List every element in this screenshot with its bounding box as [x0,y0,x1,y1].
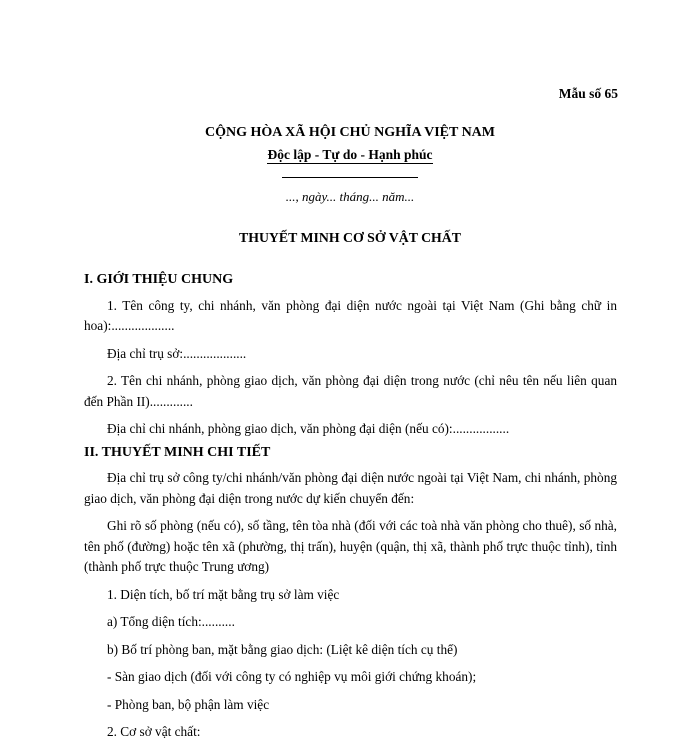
date-line: ..., ngày... tháng... năm... [285,189,415,204]
document-title: THUYẾT MINH CƠ SỞ VẬT CHẤT [239,230,461,245]
section-2-paragraph: 1. Diện tích, bố trí mặt bằng trụ sở làm việc [107,586,340,602]
section-1-heading: I. GIỚI THIỆU CHUNG [84,272,234,287]
header-divider [282,177,418,178]
country-heading: CỘNG HÒA XÃ HỘI CHỦ NGHĨA VIỆT NAM [204,125,495,140]
motto-text: Độc lập - Tự do - Hạnh phúc [267,147,433,162]
section-1-paragraph: 2. Tên chi nhánh, phòng giao dịch, văn phòng đại diện trong nước (chỉ nêu tên nếu liên quan đến Phần II)............. [84,373,617,409]
section-2-paragraph: 2. Cơ sở vật chất: [107,724,201,739]
section-2-paragraph: - Sàn giao dịch (đối với công ty có nghiệp vụ môi giới chứng khoán); [107,669,477,684]
motto-heading [0,147,700,163]
document-body [84,270,617,750]
section-1-paragraph: Địa chỉ trụ sở:................... [107,345,247,361]
form-number: Mẫu số 65 [558,86,618,101]
section-2-paragraph: - Phòng ban, bộ phận làm việc [107,696,270,712]
section-1-paragraph: 1. Tên công ty, chi nhánh, văn phòng đại diện nước ngoài tại Việt Nam (Ghi bằng chữ in hoa):................... [84,297,617,333]
section-2-paragraph: Địa chỉ trụ sở công ty/chi nhánh/văn phòng đại diện nước ngoài tại Việt Nam, chi nhánh, phòng giao dịch, văn phòng đại diện trong nước dự kiến chuyển đến: [84,470,617,506]
section-2-heading: II. THUYẾT MINH CHI TIẾT [84,444,271,460]
section-1-paragraph: Địa chỉ chi nhánh, phòng giao dịch, văn phòng đại diện (nếu có):................. [107,421,510,436]
section-2-paragraph: b) Bố trí phòng ban, mặt bằng giao dịch: (Liệt kê diện tích cụ thể) [107,641,458,657]
section-2-paragraph: a) Tổng diện tích:.......... [107,614,235,629]
section-2-paragraph: Ghi rõ số phòng (nếu có), số tầng, tên tòa nhà (đối với các toà nhà văn phòng cho thuê), số nhà, tên phố (đường) hoặc tên xã (phường, thị trấn), huyện (quận, thị xã, thành phố trực thuộc tỉnh), tỉnh (thành phố trực thuộc Trung ương) [84,518,617,574]
